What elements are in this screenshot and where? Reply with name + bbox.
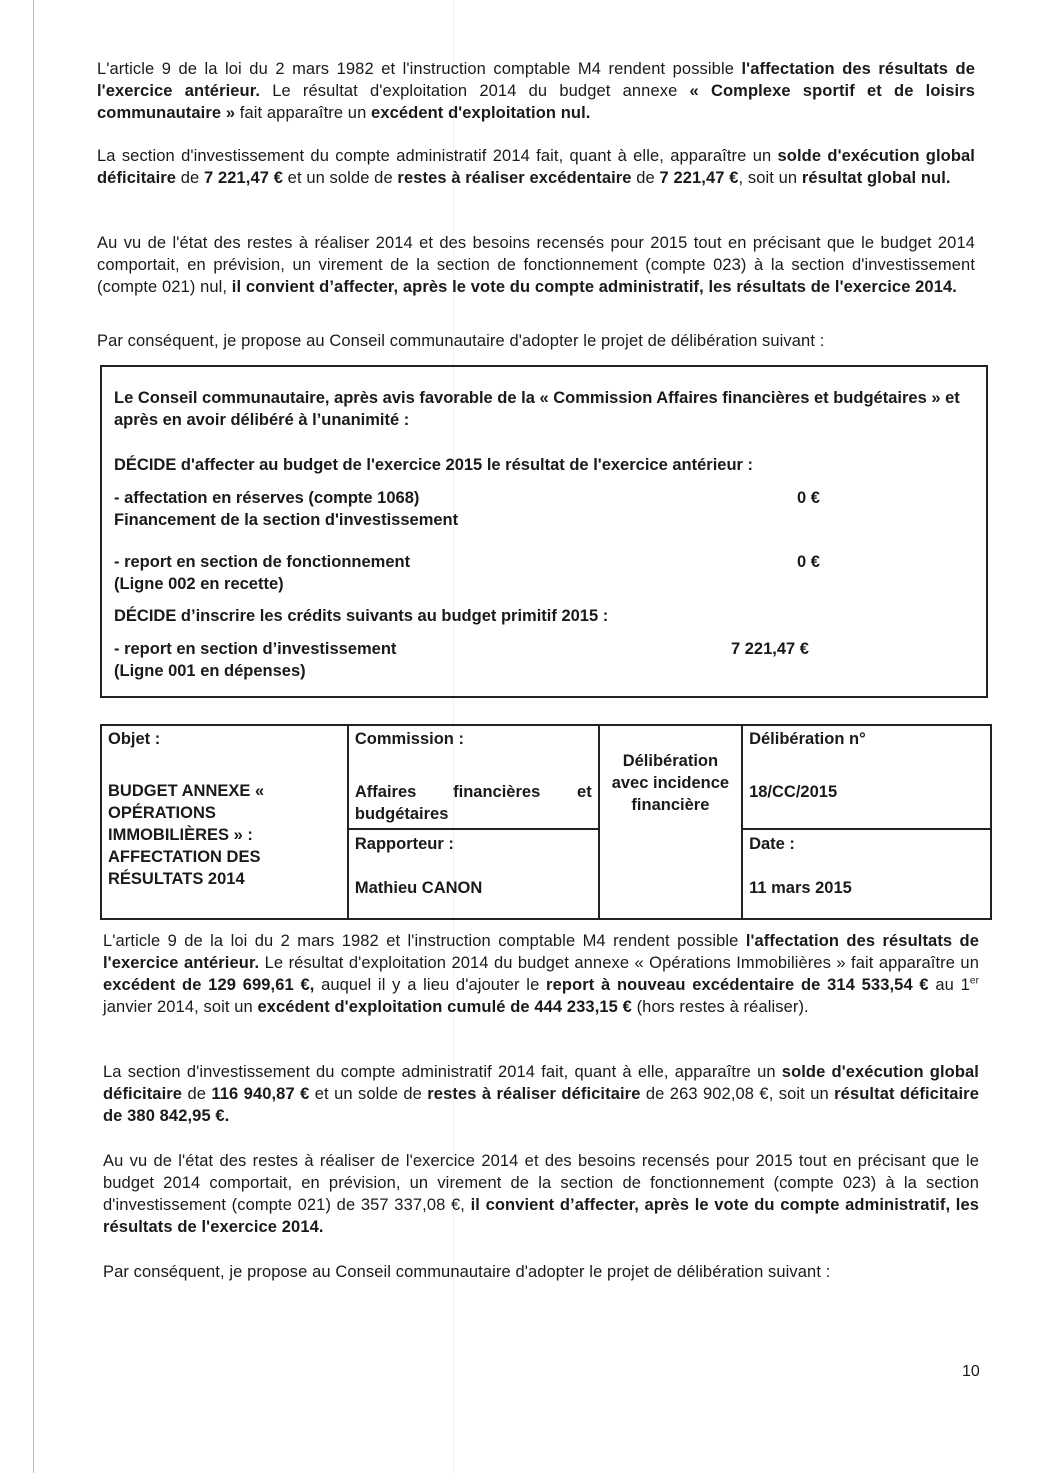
date-cell	[742, 829, 991, 919]
s1-paragraph-2	[97, 145, 975, 189]
s2p1-superscript: er	[969, 975, 979, 987]
s1p1-bold-3: excédent d'exploitation nul.	[371, 104, 591, 122]
item-fonctionnement-amount: 0 €	[797, 553, 820, 571]
deliberation-number-cell	[742, 725, 991, 829]
item-investissement-amount: 7 221,47 €	[731, 640, 809, 658]
s2-paragraph-4: Par conséquent, je propose au Conseil communautaire d'adopter le projet de délibération suivant :	[103, 1263, 831, 1281]
objet-cell	[101, 725, 348, 919]
decide-affect-heading: DÉCIDE d'affecter au budget de l'exercice 2015 le résultat de l'exercice antérieur :	[114, 456, 754, 474]
item-reserves-sublabel: Financement de la section d'investissement	[114, 511, 459, 529]
s1p2-text-2: de	[176, 169, 204, 187]
item-investissement-label: - report en section d’investissement	[114, 640, 397, 658]
commission-cell	[348, 725, 599, 829]
item-reserves-amount: 0 €	[797, 489, 820, 507]
s2p1-bold-1: l'affectation des résultats de l'exercice antérieur.	[103, 932, 980, 972]
s2p2-text-1: La section d'investissement du compte administratif 2014 fait, quant à elle, apparaître un	[103, 1063, 782, 1081]
left-margin-line	[33, 0, 34, 1473]
s2-paragraph-3	[103, 1150, 979, 1238]
item-reserves-label: - affectation en réserves (compte 1068)	[114, 489, 420, 507]
s1p1-bold-2: « Complexe sportif et de loisirs communautaire »	[97, 82, 975, 122]
s1-paragraph-1	[97, 58, 975, 124]
decision-box	[100, 365, 988, 698]
objet-value: BUDGET ANNEXE « OPÉRATIONS IMMOBILIÈRES » : AFFECTATION DES RÉSULTATS 2014	[108, 782, 265, 888]
s2p1-text-4: au 1	[928, 976, 970, 994]
s1p3-text-1: Au vu de l'état des restes à réaliser 2014 et des besoins recensés pour 2015 tout en précisant que le budget 2014 comportait, en prévision, un virement de la section de fonctionnement (compte 023) à la section d'investissement (compte 021) nul,	[97, 234, 975, 296]
s2p1-text-6: (hors restes à réaliser).	[631, 998, 809, 1016]
s1p2-text-3: et un solde de	[282, 169, 398, 187]
rapporteur-label: Rapporteur :	[354, 835, 454, 853]
s2p1-text-3: auquel il y a lieu d'ajouter le	[314, 976, 547, 994]
rapporteur-cell	[348, 829, 599, 919]
s2p1-bold-3: report à nouveau excédentaire de 314 533,54 €	[546, 976, 929, 994]
s2p2-bold-4: résultat déficitaire de 380 842,95 €.	[103, 1085, 979, 1125]
s2p2-bold-1: solde d'exécution global déficitaire	[103, 1063, 979, 1103]
s1p1-text-2: Le résultat d'exploitation 2014 du budget annexe	[260, 82, 690, 100]
s2p1-bold-2: excédent de 129 699,61 €,	[103, 976, 315, 994]
s1-paragraph-4: Par conséquent, je propose au Conseil communautaire d'adopter le projet de délibération suivant :	[97, 332, 825, 350]
item-fonctionnement-label: - report en section de fonctionnement	[114, 553, 411, 571]
commission-label: Commission :	[354, 730, 464, 748]
deliberation-type: Délibération avec incidence financière	[611, 752, 730, 814]
item-investissement-sublabel: (Ligne 001 en dépenses)	[114, 662, 306, 680]
s2p1-text-5: janvier 2014, soit un	[103, 998, 258, 1016]
page-number: 10	[962, 1363, 980, 1380]
s1p1-text-3: fait apparaître un	[235, 104, 372, 122]
deliberation-info-table	[100, 724, 992, 920]
decision-intro: Le Conseil communautaire, après avis favorable de la « Commission Affaires financières et budgétaires » et après en avoir délibéré à l’unanimité :	[114, 389, 960, 429]
s2p3-text-1: Au vu de l'état des restes à réaliser de l'exercice 2014 et des besoins recensés pour 2015 tout en précisant que le budget 2014 comportait, en prévision, un virement de la section de fonctionnement (compte 023) à la section d'investissement (compte 021) de 357 337,08 €,	[103, 1152, 979, 1214]
s1p2-bold-5: résultat global nul.	[801, 169, 951, 187]
s1p2-text-5: , soit un	[738, 169, 802, 187]
s1p2-bold-1: solde d'exécution global déficitaire	[97, 147, 975, 187]
s1p1-bold-1: l'affectation des résultats de l'exercice antérieur.	[97, 60, 976, 100]
commission-value: Affaires financières et budgétaires	[354, 783, 592, 823]
s2-paragraph-1	[103, 930, 979, 1018]
s2p2-text-3: et un solde de	[309, 1085, 428, 1103]
s2p1-text-2: Le résultat d'exploitation 2014 du budget annexe « Opérations Immobilières » fait apparaître un	[259, 954, 979, 972]
s1p2-text-4: de	[631, 169, 660, 187]
deliberation-number-value: 18/CC/2015	[749, 783, 838, 801]
s1p3-bold-1: il convient d’affecter, après le vote du compte administratif, les résultats de l'exercice 2014.	[231, 278, 957, 296]
s1p2-bold-2: 7 221,47 €	[203, 169, 283, 187]
s1p1-text-1: L'article 9 de la loi du 2 mars 1982 et l'instruction comptable M4 rendent possible	[97, 60, 742, 78]
deliberation-type-cell	[599, 725, 742, 919]
deliberation-number-label: Délibération n°	[749, 730, 866, 748]
s2-paragraph-2	[103, 1061, 979, 1127]
item-fonctionnement-sublabel: (Ligne 002 en recette)	[114, 575, 284, 593]
s2p2-bold-2: 116 940,87 €	[211, 1085, 310, 1103]
s2p2-bold-3: restes à réaliser déficitaire	[427, 1085, 641, 1103]
date-value: 11 mars 2015	[749, 879, 852, 897]
s2p2-text-2: de	[182, 1085, 212, 1103]
s1-paragraph-3	[97, 232, 975, 298]
s1p2-bold-3: restes à réaliser excédentaire	[397, 169, 632, 187]
s1p2-text-1: La section d'investissement du compte administratif 2014 fait, quant à elle, apparaître un	[97, 147, 778, 165]
date-label: Date :	[749, 835, 795, 853]
s2p3-bold-1: il convient d’affecter, après le vote du compte administratif, les résultats de l'exercice 2014.	[103, 1196, 979, 1236]
s2p1-bold-4: excédent d'exploitation cumulé de 444 233,15 €	[257, 998, 632, 1016]
s2p1-text-1: L'article 9 de la loi du 2 mars 1982 et l'instruction comptable M4 rendent possible	[103, 932, 746, 950]
decide-credits-heading: DÉCIDE d’inscrire les crédits suivants au budget primitif 2015 :	[114, 607, 609, 625]
s2p2-text-4: de 263 902,08 €, soit un	[640, 1085, 835, 1103]
s1p2-bold-4: 7 221,47 €	[659, 169, 739, 187]
objet-label: Objet :	[108, 730, 161, 748]
rapporteur-value: Mathieu CANON	[354, 879, 483, 897]
